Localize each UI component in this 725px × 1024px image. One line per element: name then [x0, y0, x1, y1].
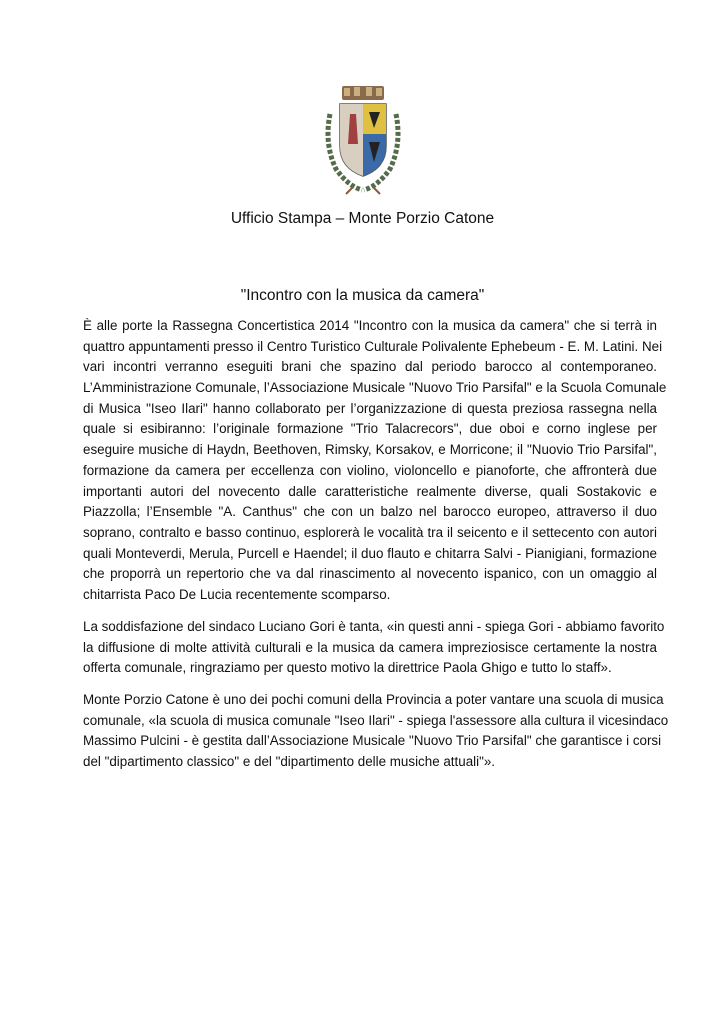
text-line: del "dipartimento classico" e del "dipartimento delle musiche attuali"». [83, 754, 496, 770]
paragraph-1 [83, 316, 667, 606]
text-line: soprano, contralto e basso continuo, esplorerà le vocalità tra il seicento e il settecento con autori [83, 524, 657, 540]
municipal-crest-logo [322, 84, 404, 196]
text-line: È alle porte la Rassegna Concertistica 2014 "Incontro con la musica da camera" che si terrà in [83, 318, 657, 333]
text-line: offerta comunale, ringraziamo per questo motivo la direttrice Paola Ghigo e tutto lo staff». [83, 660, 612, 676]
text-line: eseguire musiche di Haydn, Beethoven, Rimsky, Korsakov, e Morricone; il "Nuovio Trio Parsifal", [83, 442, 657, 458]
text-line: vari incontri verranno eseguiti brani che spazino dal periodo barocco al contemporaneo. [83, 359, 657, 375]
text-line: formazione da camera per eccellenza con violino, violoncello e pianoforte, che affronterà due [83, 462, 657, 478]
paragraph-2 [83, 617, 665, 679]
text-line: importanti autori del novecento dalle caratteristiche realmente diverse, quali Sostakovic e [83, 483, 657, 499]
text-line: quattro appuntamenti presso il Centro Turistico Culturale Polivalente Ephebeum - E. M. Latini. Nei [83, 338, 663, 354]
text-line: quali Monteverdi, Merula, Purcell e Haendel; il duo flauto e chitarra Salvi - Pianigiani, formazione [83, 545, 657, 561]
text-line: L’Amministrazione Comunale, l’Associazione Musicale "Nuovo Trio Parsifal" e la Scuola Comunale [83, 380, 667, 396]
text-line: la diffusione di molte attività culturali e la musica da camera impreziosisce certamente la nostra [83, 639, 657, 655]
text-line: Monte Porzio Catone è uno dei pochi comuni della Provincia a poter vantare una scuola di musica [83, 692, 664, 707]
article-headline: "Incontro con la musica da camera" [240, 287, 485, 304]
text-line: che proporrà un repertorio che va dal rinascimento al novecento ispanico, con un omaggio al [83, 566, 657, 582]
text-line: Massimo Pulcini - è gestita dall’Associazione Musicale "Nuovo Trio Parsifal" che garantisce i corsi [83, 733, 662, 749]
paragraph-3 [83, 690, 669, 773]
text-line: Piazzolla; l’Ensemble "A. Canthus" che con un balzo nel barocco europeo, attraverso il duo [83, 504, 657, 520]
press-office-heading: Ufficio Stampa – Monte Porzio Catone [230, 210, 495, 227]
text-line: La soddisfazione del sindaco Luciano Gori è tanta, «in questi anni - spiega Gori - abbiamo favorito [83, 619, 665, 634]
text-line: chitarrista Paco De Lucia recentemente scomparso. [83, 586, 391, 602]
text-line: comunale, «la scuola di musica comunale "Iseo Ilari" - spiega l'assessore alla cultura il vicesindaco [83, 712, 669, 728]
text-line: quale si esibiranno: l’originale formazione "Trio Talacrecors", due oboi e corno inglese per [83, 421, 657, 437]
text-line: di Musica "Iseo Ilari" hanno collaborato per l’organizzazione di questa preziosa rassegna nella [83, 400, 657, 416]
